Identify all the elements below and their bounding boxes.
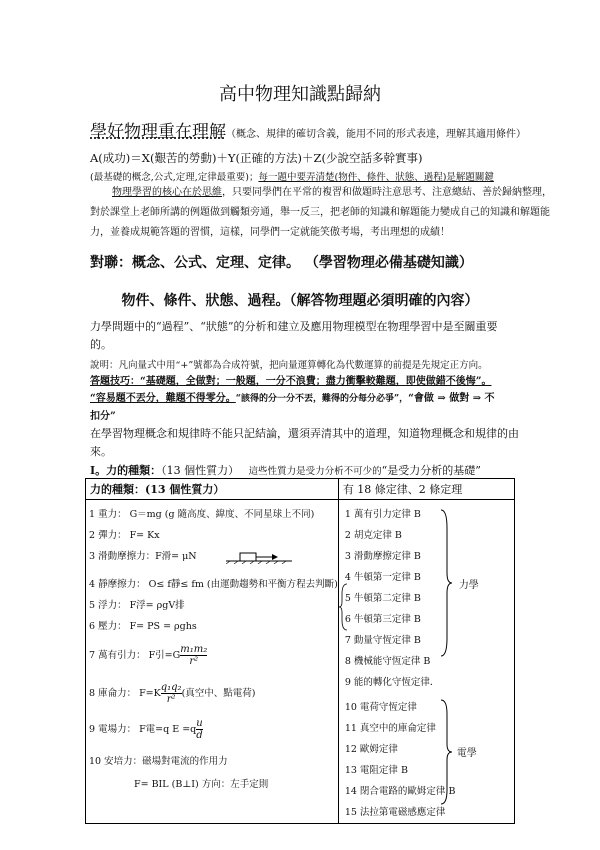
force-heading [90,462,481,478]
success-formula: A(成功)＝X(艱苦的勞動)＋Y(正確的方法)＋Z(少說空話多幹實事) [90,151,423,165]
gravitation-denominator: r² [189,656,199,667]
law-2: 2 胡克定律 B [344,530,402,541]
force-electric-field [86,713,338,747]
laws-column [338,500,514,824]
essentials-heading: 物件、條件、狀態、過程。（解答物理題必須明確的內容） [121,293,479,309]
force-elastic: 2 彈力： F= Kx [89,530,160,541]
mechanics-line-1: 力學問題中的“過程”、“狀態”的分析和建立及應用物理模型在物理學習中是至關重要 [90,320,498,333]
force-gravitation-text: 7 萬有引力： F引=G [89,650,181,661]
coulomb-denominator: r² [166,694,176,705]
law-7: 7 動量守恆定律 B [344,635,421,646]
law-5: 5 牛頓第二定律 B [344,593,421,604]
force-heading-roman: Ⅰ。力的種類： [90,464,162,477]
table-header-forces: 力的種類：(13 個性質力） [86,479,339,500]
force-gravitation [86,637,338,675]
law-4: 4 牛頓第一定律 B [344,572,421,583]
tips-line-2a: “容易題不丟分，難題不得零分。 [90,393,236,404]
motto-main: 學好物理重在理解 [90,122,226,142]
gravitation-numerator: m₁m₂ [180,644,208,655]
page-title: 高中物理知識點歸納 [219,84,381,105]
force-coulomb-text: 8 庫侖力： F=K [89,688,161,699]
couplet-heading: 對聯：概念、公式、定理、定律。 （學習物理必備基礎知識） [90,255,473,271]
mechanics-paragraph [90,318,498,354]
forces-laws-table [85,478,515,824]
law-6: 6 牛頓第三定律 B [344,614,421,625]
tips-line-1: 答題技巧：“基礎題，全做對；一般題，一分不浪費；盡力衝擊較難題，即使做錯不後悔”。 [90,376,492,387]
electricity-label: 電學 [456,748,477,759]
force-static-friction: 4 靜摩擦力： O≤ f靜≤ fm (由運動趨勢和平衡方程去判斷) [89,579,338,590]
tips-line-2c: “會做 ⇒ 做對 ⇒ 不 [408,393,495,404]
study-line-2: 來。 [90,445,112,458]
law-15: 15 法拉第電磁感應定律 [344,807,446,818]
force-heading-quote: “是受力分析的基礎” [381,464,481,477]
answering-tips [90,373,495,425]
intro-line-2: 對於課堂上老師所講的例題做到觸類旁通，舉一反三，把老師的知識和解題能力變成自己的知識和解題能 [90,207,550,218]
law-8: 8 機械能守恆定律 B [344,656,431,667]
motto-note: （概念、規律的確切含義，能用不同的形式表達，理解其適用條件） [226,129,526,140]
motto [90,117,526,142]
tips-line-3: 扣分” [90,411,116,422]
tips-line-2b: “該得的分一分不丟，難得的分每分必爭”， [235,394,409,404]
coulomb-fraction [161,682,182,705]
law-12: 12 歐姆定律 [344,744,398,755]
intro-line-1-rest: ，只要同學們在平常的複習和做題時注意思考、注意總結、善於歸納整理， [222,187,552,198]
force-pressure: 6 壓力： F= PS = ρghs [89,621,197,632]
tips-line-2 [90,390,495,408]
force-sliding-friction [86,546,338,567]
mechanics-line-2: 的。 [90,338,112,351]
electric-denominator: d [196,730,203,741]
law-10: 10 電荷守恆定律 [344,702,417,713]
law-14: 14 閉合電路的歐姆定律 B [344,786,456,797]
key-note-prefix: (最基礎的概念,公式,定理,定律最重要)； [90,172,259,183]
electric-fraction [196,718,202,741]
forces-column [86,500,339,824]
table-header-laws: 有 18 條定律、2 條定理 [338,479,514,500]
law-13: 13 電阻定律 B [344,765,408,776]
force-gravity: 1 重力： G＝mg (g 隨高度、緯度、不同星球上不同) [89,509,315,520]
force-heading-count: （13 個性質力） [161,464,240,477]
sign-note: 說明：凡向量式中用“+”號都為合成符號，把向量運算轉化為代數運算的前提是先規定正方向。 [90,360,488,371]
force-coulomb [86,675,338,713]
mechanics-label: 力學 [458,580,479,591]
law-9: 9 能的轉化守恆定律． [344,677,440,688]
force-ampere: 10 安培力：磁場對電流的作用力 [89,756,228,767]
electric-numerator: u [196,718,203,729]
mechanics-brace-icon [439,508,453,658]
force-buoyancy: 5 浮力： F浮= ρgV排 [89,600,185,611]
law-1: 1 萬有引力定律 B [344,509,421,520]
study-line-1: 在學習物理概念和規律時不能只記結論，還須弄清其中的道理，知道物理概念和規律的由 [90,427,519,440]
intro-line-3: 力，並養成規範答題的習慣，這樣，同學們一定就能笑傲考場，考出理想的成績！ [90,227,450,238]
study-paragraph [90,425,519,461]
force-electric-field-text: 9 電場力： F電=q E =q [89,724,197,735]
force-ampere-formula: F= BIL (B⊥I) 方向：左手定則 [134,779,269,790]
law-3: 3 滑動摩擦定律 B [344,551,421,562]
coulomb-numerator: q₁q₂ [160,682,182,693]
intro-paragraph [90,183,552,243]
laws-list [339,504,514,823]
force-sliding-friction-text: 3 滑動摩擦力：F滑= μN [89,551,197,562]
coulomb-condition: (真空中、點電荷) [181,688,256,699]
intro-line-1-underlined: 物理學習的核心在於思維 [112,187,222,198]
force-heading-mid: 這些性質力是受力分析不可少的 [248,466,382,477]
key-note [90,169,494,183]
key-note-underlined: 每一題中要弄清楚(物件、條件、狀態、過程)是解題關鍵 [258,172,494,183]
law-11: 11 真空中的庫侖定律 [344,723,436,734]
intro-line-1 [90,183,552,203]
gravitation-fraction [180,644,207,667]
mechanics-sub-brace-icon [339,582,349,632]
electricity-brace-icon [439,698,453,806]
friction-block-diagram [226,550,292,564]
